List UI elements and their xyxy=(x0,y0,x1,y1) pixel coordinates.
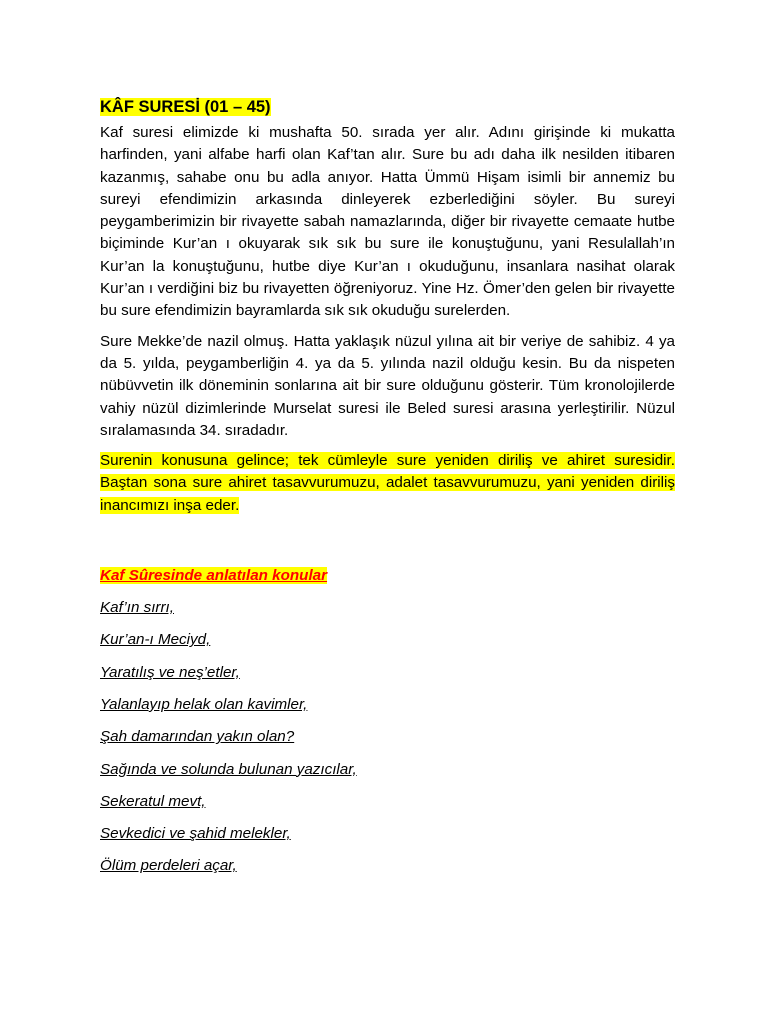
topics-heading-text: Kaf Sûresinde anlatılan konular xyxy=(100,567,328,585)
topics-heading xyxy=(100,565,675,587)
title-text: KÂF SURESİ (01 – 45) xyxy=(100,98,271,116)
topic-item: Yaratılış ve neş’etler, xyxy=(100,663,240,681)
revelation-paragraph: Sure Mekke’de nazil olmuş. Hatta yaklaşık nüzul yılına ait bir veriye de sahibiz. 4 ya da 5. yılda, peygamberliğin 4. ya da 5. yılında nazil olduğu kesin. Bu da nispeten nübüvvetin ilk döneminin sonlarına ait bir sure olduğunu gösterir. Tüm kronolojilerde vahiy nüzül dizimlerinde Murselat suresi ile Beled suresi arasına yerleştirilir. Nüzul sıralamasında 34. sıradadır. xyxy=(100,332,675,439)
intro-paragraph: Kaf suresi elimizde ki mushafta 50. sırada yer alır. Adını girişinde ki mukatta harfinden, yani alfabe harfi olan Kaf’tan alır. Sure bu adı daha ilk nesilden itibaren kazanmış, sahabe onu bu adla anıyor. Hatta Ümmü Hişam isimli bir annemiz bu sureyi efendimizin arkasında dinleyerek ezberlediğini söyler. Bu sureyi peygamberimizin bir rivayette sabah namazlarında, diğer bir rivayette cemaate hutbe biçiminde Kur’an ı okuyarak sık sık bu sure ile konuştuğunu, yani Resulallah’ın Kur’an la konuştuğunu, hutbe diye Kur’an ı okuduğunu, insanlara nasihat olarak Kur’an ı verdiğini biz bu rivayetten öğreniyoruz. Yine Hz. Ömer’den gelen bir rivayette bu sure efendimizin bayramlarda sık sık okuduğu surelerden. xyxy=(100,124,675,320)
section-spacer xyxy=(100,525,675,565)
document-title xyxy=(100,96,675,118)
topic-item: Kaf’ın sırrı, xyxy=(100,599,174,617)
topic-item: Sekeratul mevt, xyxy=(100,792,206,810)
topic-item: Sevkedici ve şahid melekler, xyxy=(100,825,291,843)
topic-item: Ölüm perdeleri açar, xyxy=(100,857,237,875)
topic-item: Şah damarından yakın olan? xyxy=(100,728,295,746)
topic-item: Kur’an-ı Meciyd, xyxy=(100,631,211,649)
topics-list xyxy=(100,597,675,877)
theme-paragraph xyxy=(100,450,675,517)
document-page xyxy=(100,96,675,888)
topic-item: Yalanlayıp helak olan kavimler, xyxy=(100,695,308,713)
topic-item: Sağında ve solunda bulunan yazıcılar, xyxy=(100,760,357,778)
theme-paragraph-text: Surenin konusuna gelince; tek cümleyle sure yeniden diriliş ve ahiret suresidir. Baştan sona sure ahiret tasavvurumuzu, adalet tasavvurumuzu, yani yeniden diriliş inancımızı inşa eder. xyxy=(100,452,675,514)
